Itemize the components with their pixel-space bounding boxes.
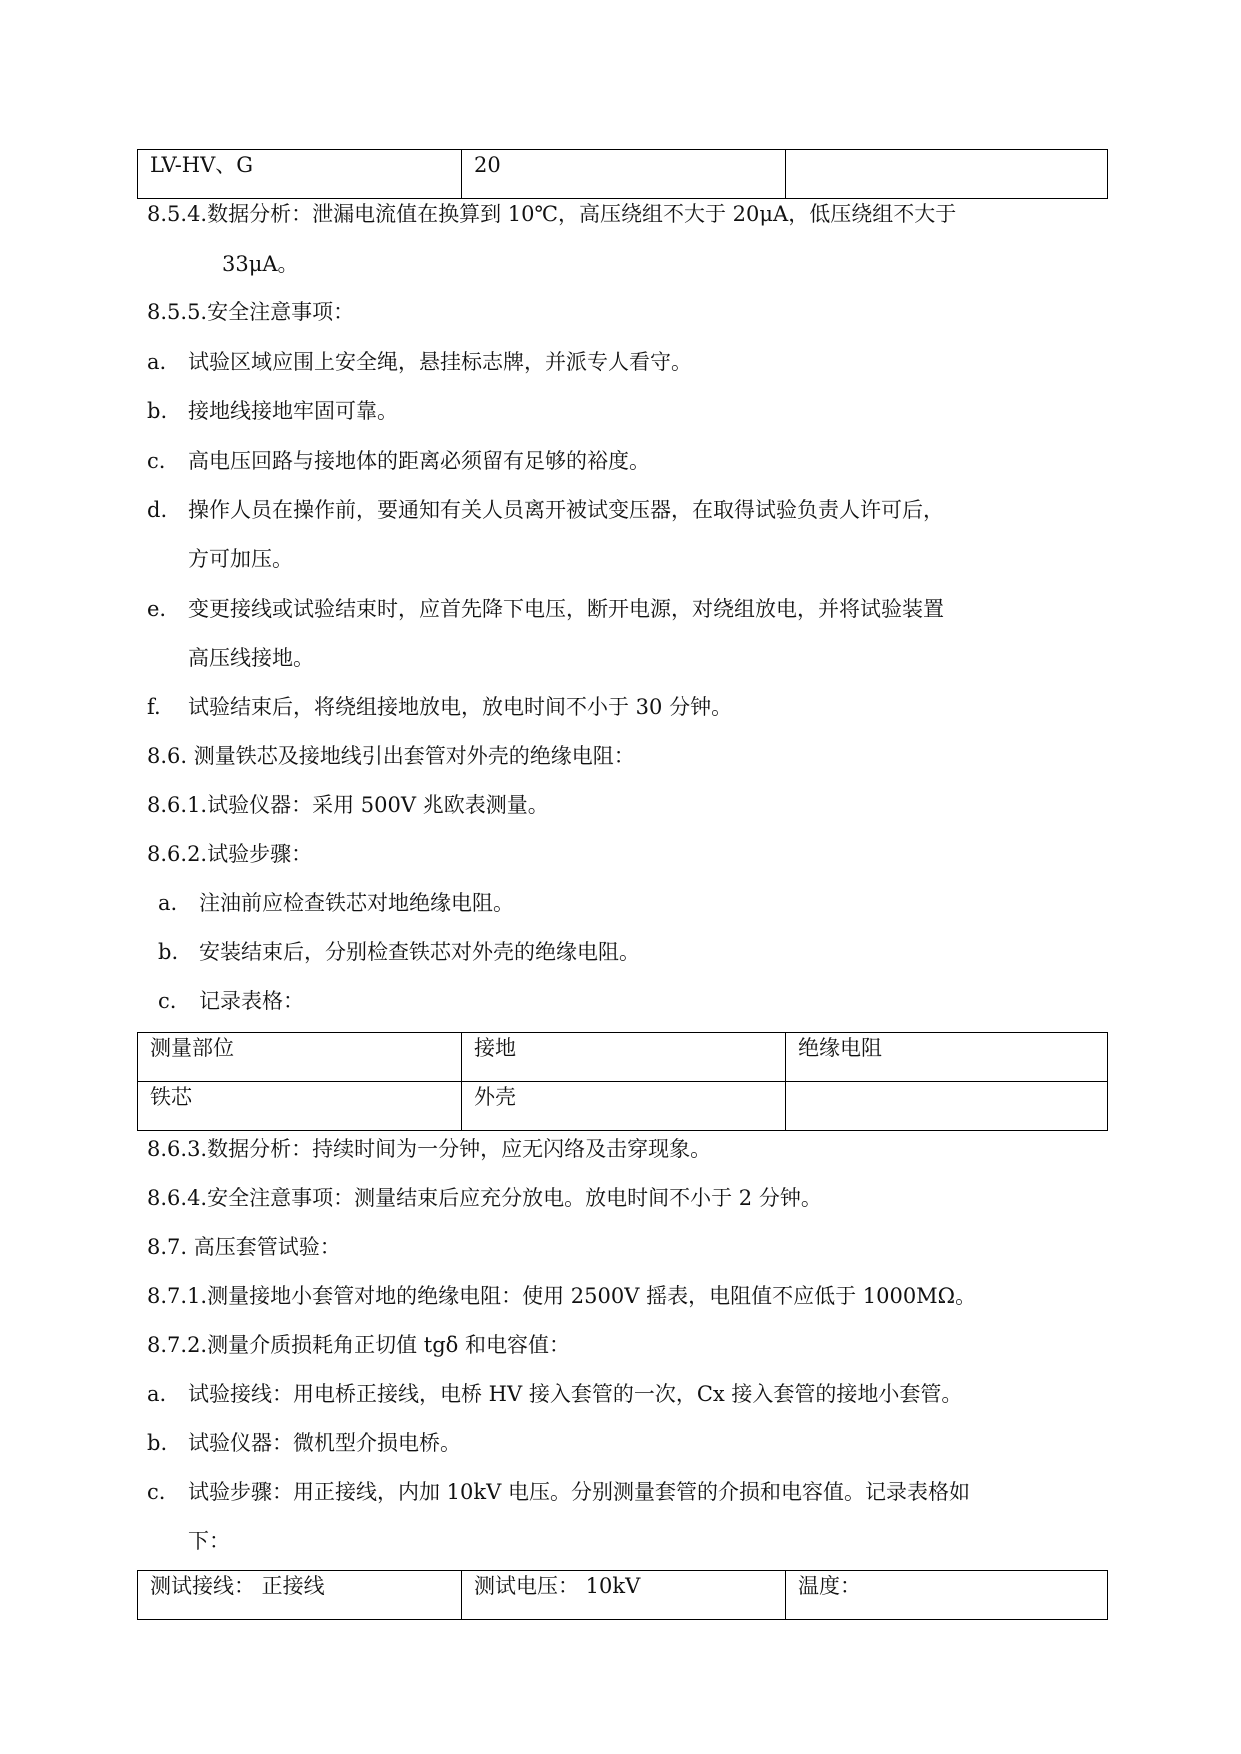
list-marker: b. <box>147 1431 168 1455</box>
table-cell: 温度： <box>786 1571 1108 1620</box>
list-text: 操作人员在操作前，要通知有关人员离开被试变压器，在取得试验负责人许可后， <box>188 498 944 522</box>
list-marker: a. <box>158 891 178 915</box>
table-cell <box>786 150 1108 199</box>
section-8-6-4: 8.6.4.安全注意事项：测量结束后应充分放电。放电时间不小于 2 分钟。 <box>147 1186 822 1210</box>
bushing-test-table <box>137 1570 1108 1620</box>
list-marker: d. <box>147 498 168 522</box>
list-text: 安装结束后，分别检查铁芯对外壳的绝缘电阻。 <box>199 940 640 964</box>
list-marker: f. <box>147 695 161 719</box>
list-item-continuation: 下： <box>188 1529 230 1553</box>
list-item <box>147 446 650 476</box>
table-cell <box>786 1082 1108 1131</box>
list-marker: e. <box>147 597 167 621</box>
list-item <box>158 937 640 967</box>
section-8-6-1: 8.6.1.试验仪器：采用 500V 兆欧表测量。 <box>147 793 549 817</box>
list-text: 试验步骤：用正接线，内加 10kV 电压。分别测量套管的介损和电容值。记录表格如 <box>188 1480 970 1504</box>
section-8-6-heading: 8.6. 测量铁芯及接地线引出套管对外壳的绝缘电阻： <box>147 744 635 768</box>
table-header-cell: 测量部位 <box>138 1033 462 1082</box>
list-text: 试验仪器：微机型介损电桥。 <box>188 1431 461 1455</box>
table-header-cell: 绝缘电阻 <box>786 1033 1108 1082</box>
list-marker: c. <box>147 1480 166 1504</box>
list-item-continuation: 方可加压。 <box>188 547 293 571</box>
list-item <box>158 986 304 1016</box>
list-item <box>147 495 944 525</box>
list-item-continuation: 高压线接地。 <box>188 646 314 670</box>
table-header-cell: 接地 <box>462 1033 786 1082</box>
list-marker: c. <box>147 449 166 473</box>
list-item <box>147 1477 970 1507</box>
list-item <box>147 396 398 426</box>
list-marker: b. <box>147 399 168 423</box>
table-row <box>138 150 1108 199</box>
table-row <box>138 1082 1108 1131</box>
table-cell: LV-HV、G <box>138 150 462 199</box>
list-text: 接地线接地牢固可靠。 <box>188 399 398 423</box>
table-cell: 外壳 <box>462 1082 786 1131</box>
list-item <box>147 347 692 377</box>
list-text: 记录表格： <box>199 989 304 1013</box>
table-header-row <box>138 1033 1108 1082</box>
list-item <box>147 692 732 722</box>
list-item <box>158 888 514 918</box>
list-text: 试验接线：用电桥正接线，电桥 HV 接入套管的一次，Cx 接入套管的接地小套管。 <box>188 1382 963 1406</box>
section-8-5-4-line1: 8.5.4.数据分析：泄漏电流值在换算到 10℃，高压绕组不大于 20μA，低压绕组不大于 <box>147 202 957 226</box>
list-marker: a. <box>147 350 167 374</box>
list-item <box>147 1379 962 1409</box>
table-row <box>138 1571 1108 1620</box>
table-cell: 20 <box>462 150 786 199</box>
section-8-5-4-line2: 33μA。 <box>222 252 299 276</box>
list-text: 试验结束后，将绕组接地放电，放电时间不小于 30 分钟。 <box>188 695 733 719</box>
list-text: 高电压回路与接地体的距离必须留有足够的裕度。 <box>188 449 650 473</box>
section-8-5-5-heading: 8.5.5.安全注意事项： <box>147 300 355 324</box>
list-text: 试验区域应围上安全绳，悬挂标志牌，并派专人看守。 <box>188 350 692 374</box>
section-8-6-3: 8.6.3.数据分析：持续时间为一分钟，应无闪络及击穿现象。 <box>147 1137 712 1161</box>
section-8-7-1: 8.7.1.测量接地小套管对地的绝缘电阻：使用 2500V 摇表，电阻值不应低于 1000MΩ。 <box>147 1284 977 1308</box>
list-marker: a. <box>147 1382 167 1406</box>
list-marker: c. <box>158 989 177 1013</box>
table-cell: 测试接线： 正接线 <box>138 1571 462 1620</box>
list-item <box>147 1428 461 1458</box>
table-cell: 铁芯 <box>138 1082 462 1131</box>
list-item <box>147 594 944 624</box>
list-text: 变更接线或试验结束时，应首先降下电压，断开电源，对绕组放电，并将试验装置 <box>188 597 944 621</box>
table-cell: 测试电压： 10kV <box>462 1571 786 1620</box>
section-8-6-2-heading: 8.6.2.试验步骤： <box>147 842 313 866</box>
list-text: 注油前应检查铁芯对地绝缘电阻。 <box>199 891 514 915</box>
section-8-7-heading: 8.7. 高压套管试验： <box>147 1235 341 1259</box>
insulation-table <box>137 1032 1108 1131</box>
section-8-7-2: 8.7.2.测量介质损耗角正切值 tgδ 和电容值： <box>147 1333 570 1357</box>
leakage-table <box>137 149 1108 199</box>
list-marker: b. <box>158 940 179 964</box>
